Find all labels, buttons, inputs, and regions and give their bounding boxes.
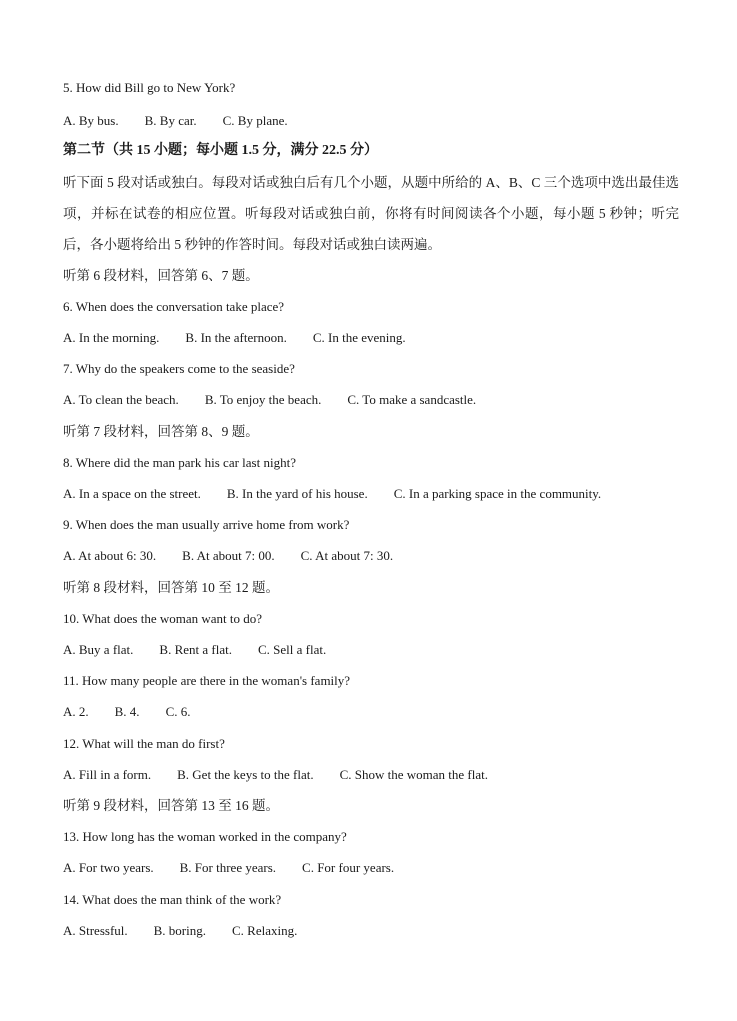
option-b: B. By car. — [144, 113, 197, 128]
option-b: B. At about 7: 00. — [182, 548, 275, 563]
option-c: C. At about 7: 30. — [300, 548, 394, 563]
option-a: A. By bus. — [63, 113, 119, 128]
question-14: 14. What does the man think of the work? — [63, 892, 282, 907]
option-b: B. For three years. — [179, 860, 277, 875]
option-c: C. For four years. — [302, 860, 395, 875]
options-9 — [63, 548, 393, 564]
option-a: A. To clean the beach. — [63, 392, 179, 407]
option-c: C. By plane. — [222, 113, 288, 128]
option-c: C. In a parking space in the community. — [393, 486, 602, 501]
question-9: 9. When does the man usually arrive home from work? — [63, 517, 350, 532]
option-c: C. In the evening. — [312, 330, 406, 345]
option-a: A. Buy a flat. — [63, 642, 134, 657]
option-b: B. Rent a flat. — [159, 642, 232, 657]
option-a: A. 2. — [63, 704, 89, 719]
options-11 — [63, 704, 190, 720]
option-b: B. In the afternoon. — [185, 330, 287, 345]
option-b: B. In the yard of his house. — [226, 486, 368, 501]
options-5 — [63, 113, 288, 129]
option-c: C. Relaxing. — [232, 923, 298, 938]
option-a: A. Stressful. — [63, 923, 128, 938]
option-a: A. Fill in a form. — [63, 767, 152, 782]
material-6-header: 听第 6 段材料，回答第 6、7 题。 — [63, 268, 259, 283]
option-b: B. Get the keys to the flat. — [177, 767, 314, 782]
options-8 — [63, 486, 601, 502]
question-6: 6. When does the conversation take place? — [63, 299, 285, 314]
options-13 — [63, 860, 394, 876]
option-a: A. At about 6: 30. — [63, 548, 157, 563]
option-c: C. Sell a flat. — [257, 642, 327, 657]
option-b: B. 4. — [114, 704, 140, 719]
options-14 — [63, 923, 297, 939]
section-heading: 第二节（共 15 小题；每小题 1.5 分，满分 22.5 分） — [63, 143, 378, 158]
option-a: A. In a space on the street. — [63, 486, 201, 501]
question-12: 12. What will the man do first? — [63, 736, 225, 751]
question-13: 13. How long has the woman worked in the company? — [63, 829, 347, 844]
question-5: 5. How did Bill go to New York? — [63, 80, 236, 95]
option-b: B. boring. — [153, 923, 207, 938]
question-11: 11. How many people are there in the woman's family? — [63, 673, 351, 688]
options-12 — [63, 767, 488, 783]
option-a: A. For two years. — [63, 860, 154, 875]
material-9-header: 听第 9 段材料，回答第 13 至 16 题。 — [63, 798, 279, 813]
option-c: C. 6. — [165, 704, 191, 719]
question-7: 7. Why do the speakers come to the seaside? — [63, 361, 295, 376]
question-8: 8. Where did the man park his car last night? — [63, 455, 296, 470]
section-instructions: 听下面 5 段对话或独白。每段对话或独白后有几个小题，从题中所给的 A、B、C 三个选项中选出最佳选项，并标在试卷的相应位置。听每段对话或独白前，你将有时间阅读各个小题，每小题 5 秒钟；听完后，各小题将给出 5 秒钟的作答时间。每段对话或独白读两遍。 — [63, 175, 679, 252]
material-8-header: 听第 8 段材料，回答第 10 至 12 题。 — [63, 580, 279, 595]
option-b: B. To enjoy the beach. — [204, 392, 322, 407]
option-c: C. Show the woman the flat. — [339, 767, 488, 782]
material-7-header: 听第 7 段材料，回答第 8、9 题。 — [63, 424, 259, 439]
question-10: 10. What does the woman want to do? — [63, 611, 263, 626]
options-10 — [63, 642, 326, 658]
option-c: C. To make a sandcastle. — [347, 392, 477, 407]
options-7 — [63, 392, 476, 408]
option-a: A. In the morning. — [63, 330, 160, 345]
options-6 — [63, 330, 406, 346]
